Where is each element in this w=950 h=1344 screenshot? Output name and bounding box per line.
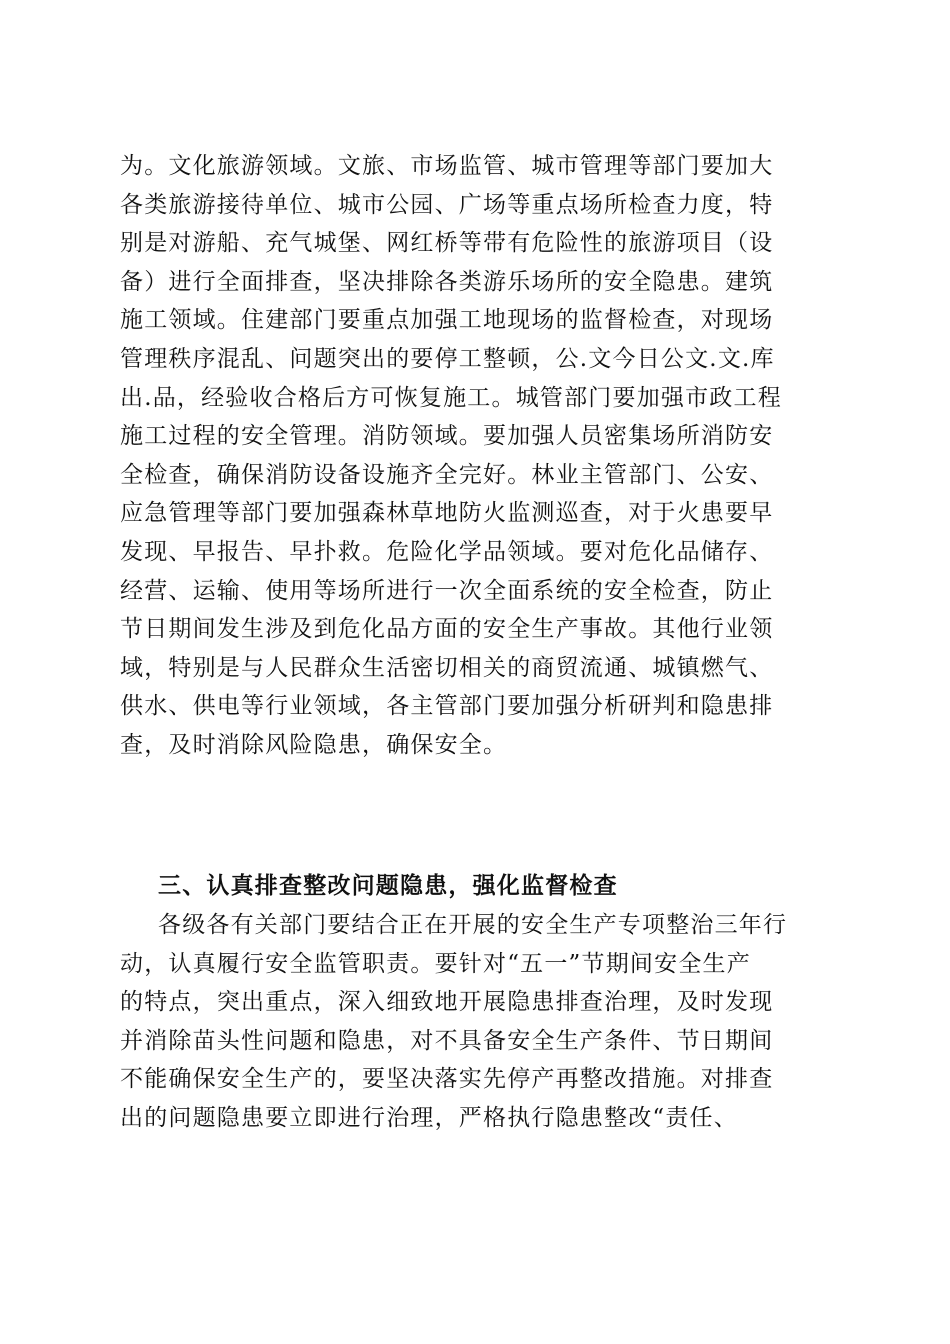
text-line: 各类旅游接待单位、城市公园、广场等重点场所检查力度，特	[120, 191, 774, 218]
text-line: 发现、早报告、早扑救。危险化学品领域。要对危化品储存、	[120, 538, 774, 565]
text-line: 查，及时消除风险隐患，确保安全。	[120, 731, 508, 758]
text-line: 域，特别是与人民群众生活密切相关的商贸流通、城镇燃气、	[120, 654, 774, 681]
text-line: 管理秩序混乱、问题突出的要停工整顿，公.文今日公文.文.库	[120, 345, 775, 372]
text-line: 施工过程的安全管理。消防领域。要加强人员密集场所消防安	[120, 423, 774, 450]
text-line: 备）进行全面排查，坚决排除各类游乐场所的安全隐患。建筑	[120, 268, 774, 295]
text-line: 施工领域。住建部门要重点加强工地现场的监督检查，对现场	[120, 307, 774, 334]
text-line: 别是对游船、充气城堡、网红桥等带有危险性的旅游项目（设	[120, 230, 774, 257]
paragraph-1	[120, 147, 830, 765]
text-line: 经营、运输、使用等场所进行一次全面系统的安全检查，防止	[120, 577, 774, 604]
text-line: 出.品，经验收合格后方可恢复施工。城管部门要加强市政工程	[120, 384, 782, 411]
text-line: 并消除苗头性问题和隐患，对不具备安全生产条件、节日期间	[120, 1027, 774, 1054]
text-line: 供水、供电等行业领域，各主管部门要加强分析研判和隐患排	[120, 693, 774, 720]
text-line: 出的问题隐患要立即进行治理，严格执行隐患整改“责任、	[120, 1104, 738, 1131]
paragraph-2	[120, 906, 830, 1138]
text-line: 各级各有关部门要结合正在开展的安全生产专项整治三年行	[158, 912, 788, 938]
text-line: 全检查，确保消防设备设施齐全完好。林业主管部门、公安、	[120, 461, 774, 488]
text-line: 应急管理等部门要加强森林草地防火监测巡查，对于火患要早	[120, 500, 774, 527]
text-line: 为。文化旅游领域。文旅、市场监管、城市管理等部门要加大	[120, 153, 774, 179]
text-line: 节日期间发生涉及到危化品方面的安全生产事故。其他行业领	[120, 616, 774, 643]
text-line: 的特点，突出重点，深入细致地开展隐患排查治理，及时发现	[120, 989, 774, 1016]
section-heading: 三、认真排查整改问题隐患，强化监督检查	[158, 873, 618, 899]
text-line: 动，认真履行安全监管职责。要针对“五一”节期间安全生产	[120, 950, 751, 977]
text-line: 不能确保安全生产的，要坚决落实先停产再整改措施。对排查	[120, 1066, 774, 1093]
